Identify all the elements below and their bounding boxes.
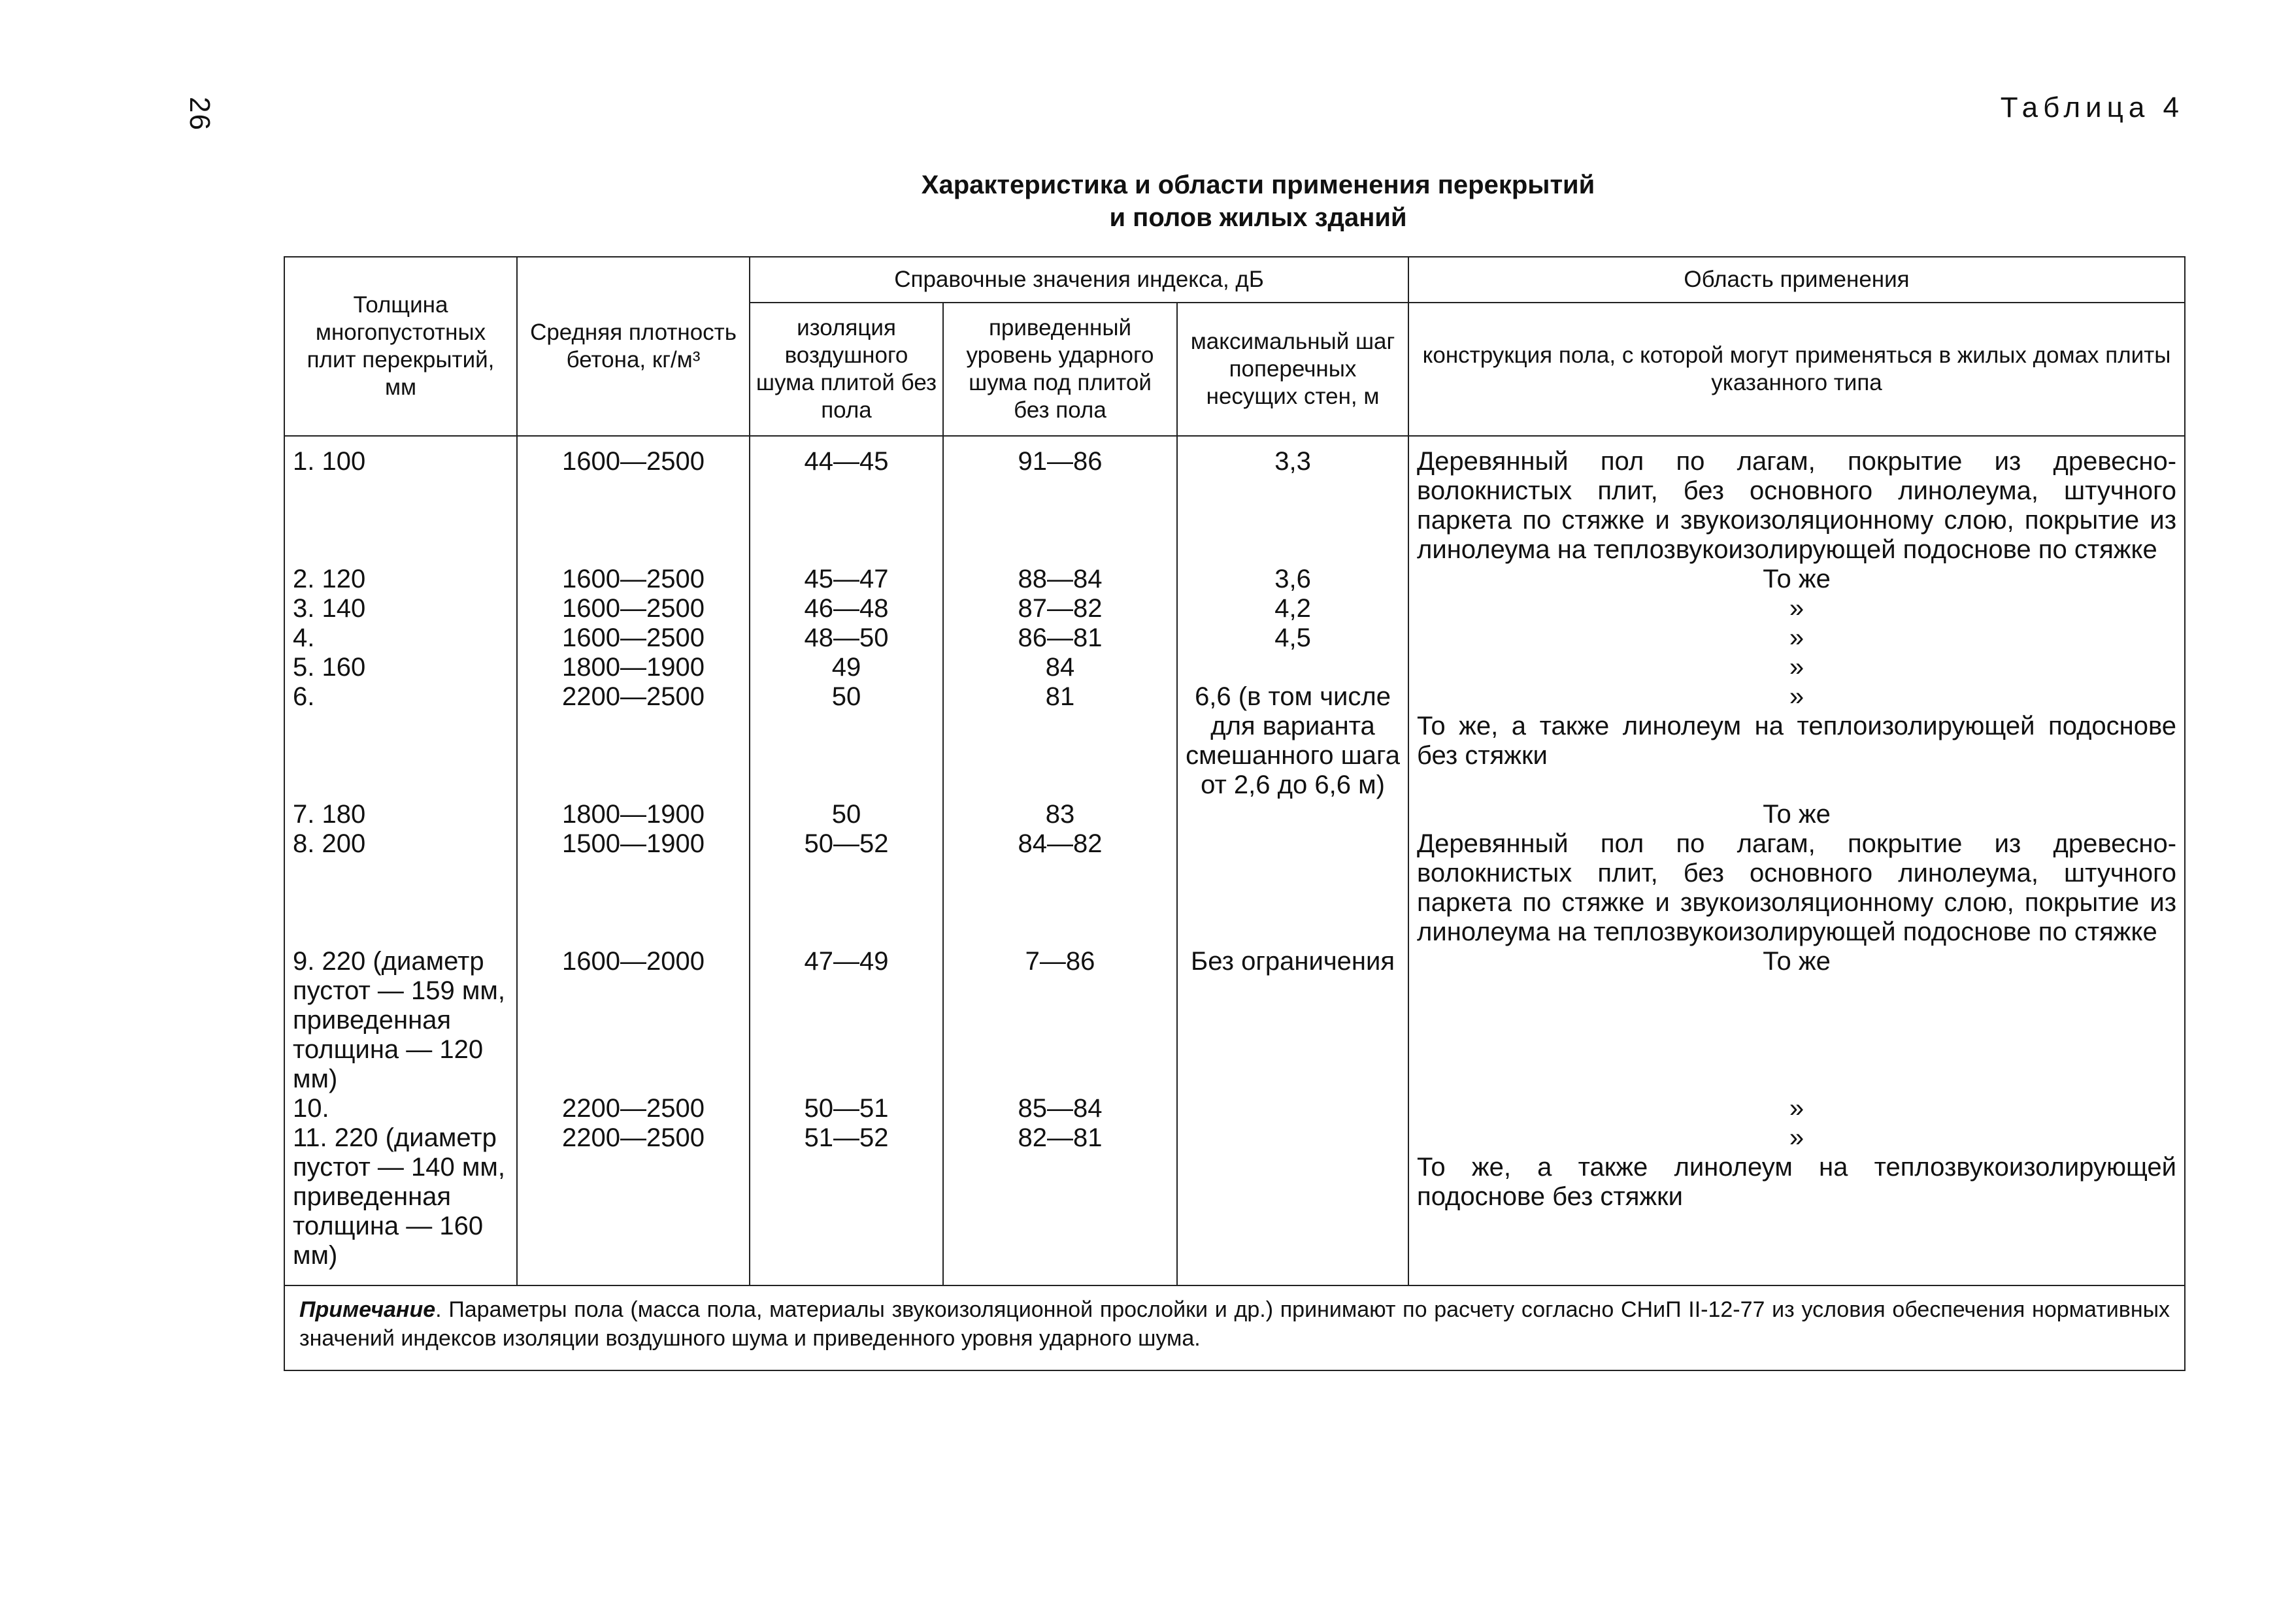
cell-airborne: 50 [750,800,943,829]
cell-application: Деревянный пол по лагам, покрытие из древесно-волокнистых плит, без основного линолеума, штучного паркета по стяжке и звукоизоляционному слою, покрытие из линолеума на теплозвукоизолирующей подоснове по стяжке [1408,436,2185,565]
cell-step [1177,800,1408,829]
cell-thickness: 2. 120 [284,565,517,594]
cell-application [1408,682,2185,800]
cell-impact: 84—82 [943,829,1177,947]
table-row [284,800,2185,829]
same-as-above: То же [1763,800,1831,829]
cell-thickness: 1. 100 [284,436,517,565]
cell-thickness: 10. [284,1094,517,1123]
table-title [784,169,1732,234]
cell-application [1408,1094,2185,1123]
cell-density: 1600—2500 [517,436,750,565]
header-application-group: Область применения [1408,257,2185,303]
cell-impact: 86—81 [943,623,1177,653]
cell-airborne: 50—52 [750,829,943,947]
same-as-above: То же [1763,947,1831,976]
cell-impact: 91—86 [943,436,1177,565]
cell-density: 2200—2500 [517,1123,750,1285]
cell-airborne: 45—47 [750,565,943,594]
cell-airborne: 50—51 [750,1094,943,1123]
cell-step [1177,829,1408,947]
same-as-above: То же [1763,565,1831,593]
ditto-mark: » [1789,594,1804,623]
header-airborne: изоляция воздушного шума плитой без пола [750,303,943,436]
cell-impact: 84 [943,653,1177,682]
ditto-mark: » [1789,623,1804,652]
cell-thickness: 7. 180 [284,800,517,829]
cell-step: 6,6 (в том числе для варианта смешанного шага от 2,6 до 6,6 м) [1177,682,1408,800]
floors-characteristics-table [284,256,2186,1371]
cell-application [1408,1123,2185,1285]
ditto-mark: » [1789,1123,1804,1152]
table-row [284,829,2185,947]
cell-application [1408,653,2185,682]
table-row [284,594,2185,623]
cell-airborne: 47—49 [750,947,943,1094]
table-row [284,682,2185,800]
header-impact: приведенный уровень ударного шума под плитой без пола [943,303,1177,436]
cell-airborne: 50 [750,682,943,800]
cell-airborne: 44—45 [750,436,943,565]
table-row [284,947,2185,1094]
table-title-line-1: Характеристика и области применения перекрытий [921,171,1595,199]
cell-density: 1600—2500 [517,623,750,653]
cell-thickness: 3. 140 [284,594,517,623]
application-text: То же, а также линолеум на теплозвукоизолирующей подоснове без стяжки [1417,1153,2177,1211]
cell-thickness: 11. 220 (диаметр пустот — 140 мм, приведенная толщина — 160 мм) [284,1123,517,1285]
cell-airborne: 46—48 [750,594,943,623]
table-label: Таблица 4 [2000,91,2184,124]
note-text: . Параметры пола (масса пола, материалы звукоизоляционной прослойки и др.) принимают по расчету согласно СНиП II-12-77 из условия обеспечения нормативных значений индексов изоляции воздушного шума и приведенного уровня ударного шума. [299,1297,2170,1351]
cell-density: 1600—2000 [517,947,750,1094]
cell-step [1177,653,1408,682]
cell-step: 3,6 [1177,565,1408,594]
header-reference-group: Справочные значения индекса, дБ [750,257,1408,303]
cell-application [1408,800,2185,829]
cell-impact: 87—82 [943,594,1177,623]
cell-density: 1500—1900 [517,829,750,947]
ditto-mark: » [1789,682,1804,711]
table-row [284,1094,2185,1123]
header-application: конструкция пола, с которой могут применяться в жилых домах плиты указанного типа [1408,303,2185,436]
table-title-line-2: и полов жилых зданий [1109,203,1407,232]
cell-step: 4,2 [1177,594,1408,623]
cell-thickness: 9. 220 (диаметр пустот — 159 мм, приведенная толщина — 120 мм) [284,947,517,1094]
cell-impact: 81 [943,682,1177,800]
cell-application: Деревянный пол по лагам, покрытие из древесно-волокнистых плит, без основного линолеума, штучного паркета по стяжке и звукоизоляционному слою, покрытие из линолеума на теплозвукоизолирующей подоснове по стяжке [1408,829,2185,947]
cell-airborne: 49 [750,653,943,682]
cell-step [1177,1094,1408,1123]
cell-application [1408,565,2185,594]
cell-application [1408,594,2185,623]
table-note [284,1285,2185,1370]
header-max-step: максимальный шаг поперечных несущих стен, м [1177,303,1408,436]
table-row [284,1123,2185,1285]
cell-step: 4,5 [1177,623,1408,653]
cell-application [1408,623,2185,653]
cell-density: 2200—2500 [517,1094,750,1123]
cell-impact: 85—84 [943,1094,1177,1123]
cell-thickness: 8. 200 [284,829,517,947]
cell-thickness: 5. 160 [284,653,517,682]
cell-impact: 88—84 [943,565,1177,594]
table-row [284,653,2185,682]
cell-density: 1800—1900 [517,653,750,682]
cell-impact: 7—86 [943,947,1177,1094]
cell-application [1408,947,2185,1094]
cell-density: 1800—1900 [517,800,750,829]
table-row [284,565,2185,594]
cell-density: 1600—2500 [517,565,750,594]
page-number: 26 [184,97,216,131]
table-row [284,436,2185,565]
cell-airborne: 48—50 [750,623,943,653]
table-row [284,623,2185,653]
table-note-row [284,1285,2185,1370]
ditto-mark: » [1789,1094,1804,1123]
header-density: Средняя плотность бетона, кг/м³ [517,257,750,436]
cell-thickness: 6. [284,682,517,800]
header-thickness: Толщина многопустотных плит перекрытий, мм [284,257,517,436]
cell-step: 3,3 [1177,436,1408,565]
cell-airborne: 51—52 [750,1123,943,1285]
application-text: То же, а также линолеум на теплоизолирующей подоснове без стяжки [1417,712,2177,770]
cell-thickness: 4. [284,623,517,653]
ditto-mark: » [1789,653,1804,682]
cell-impact: 83 [943,800,1177,829]
cell-step [1177,1123,1408,1285]
note-label: Примечание [299,1297,436,1322]
cell-density: 1600—2500 [517,594,750,623]
cell-step: Без ограничения [1177,947,1408,1094]
cell-density: 2200—2500 [517,682,750,800]
cell-impact: 82—81 [943,1123,1177,1285]
